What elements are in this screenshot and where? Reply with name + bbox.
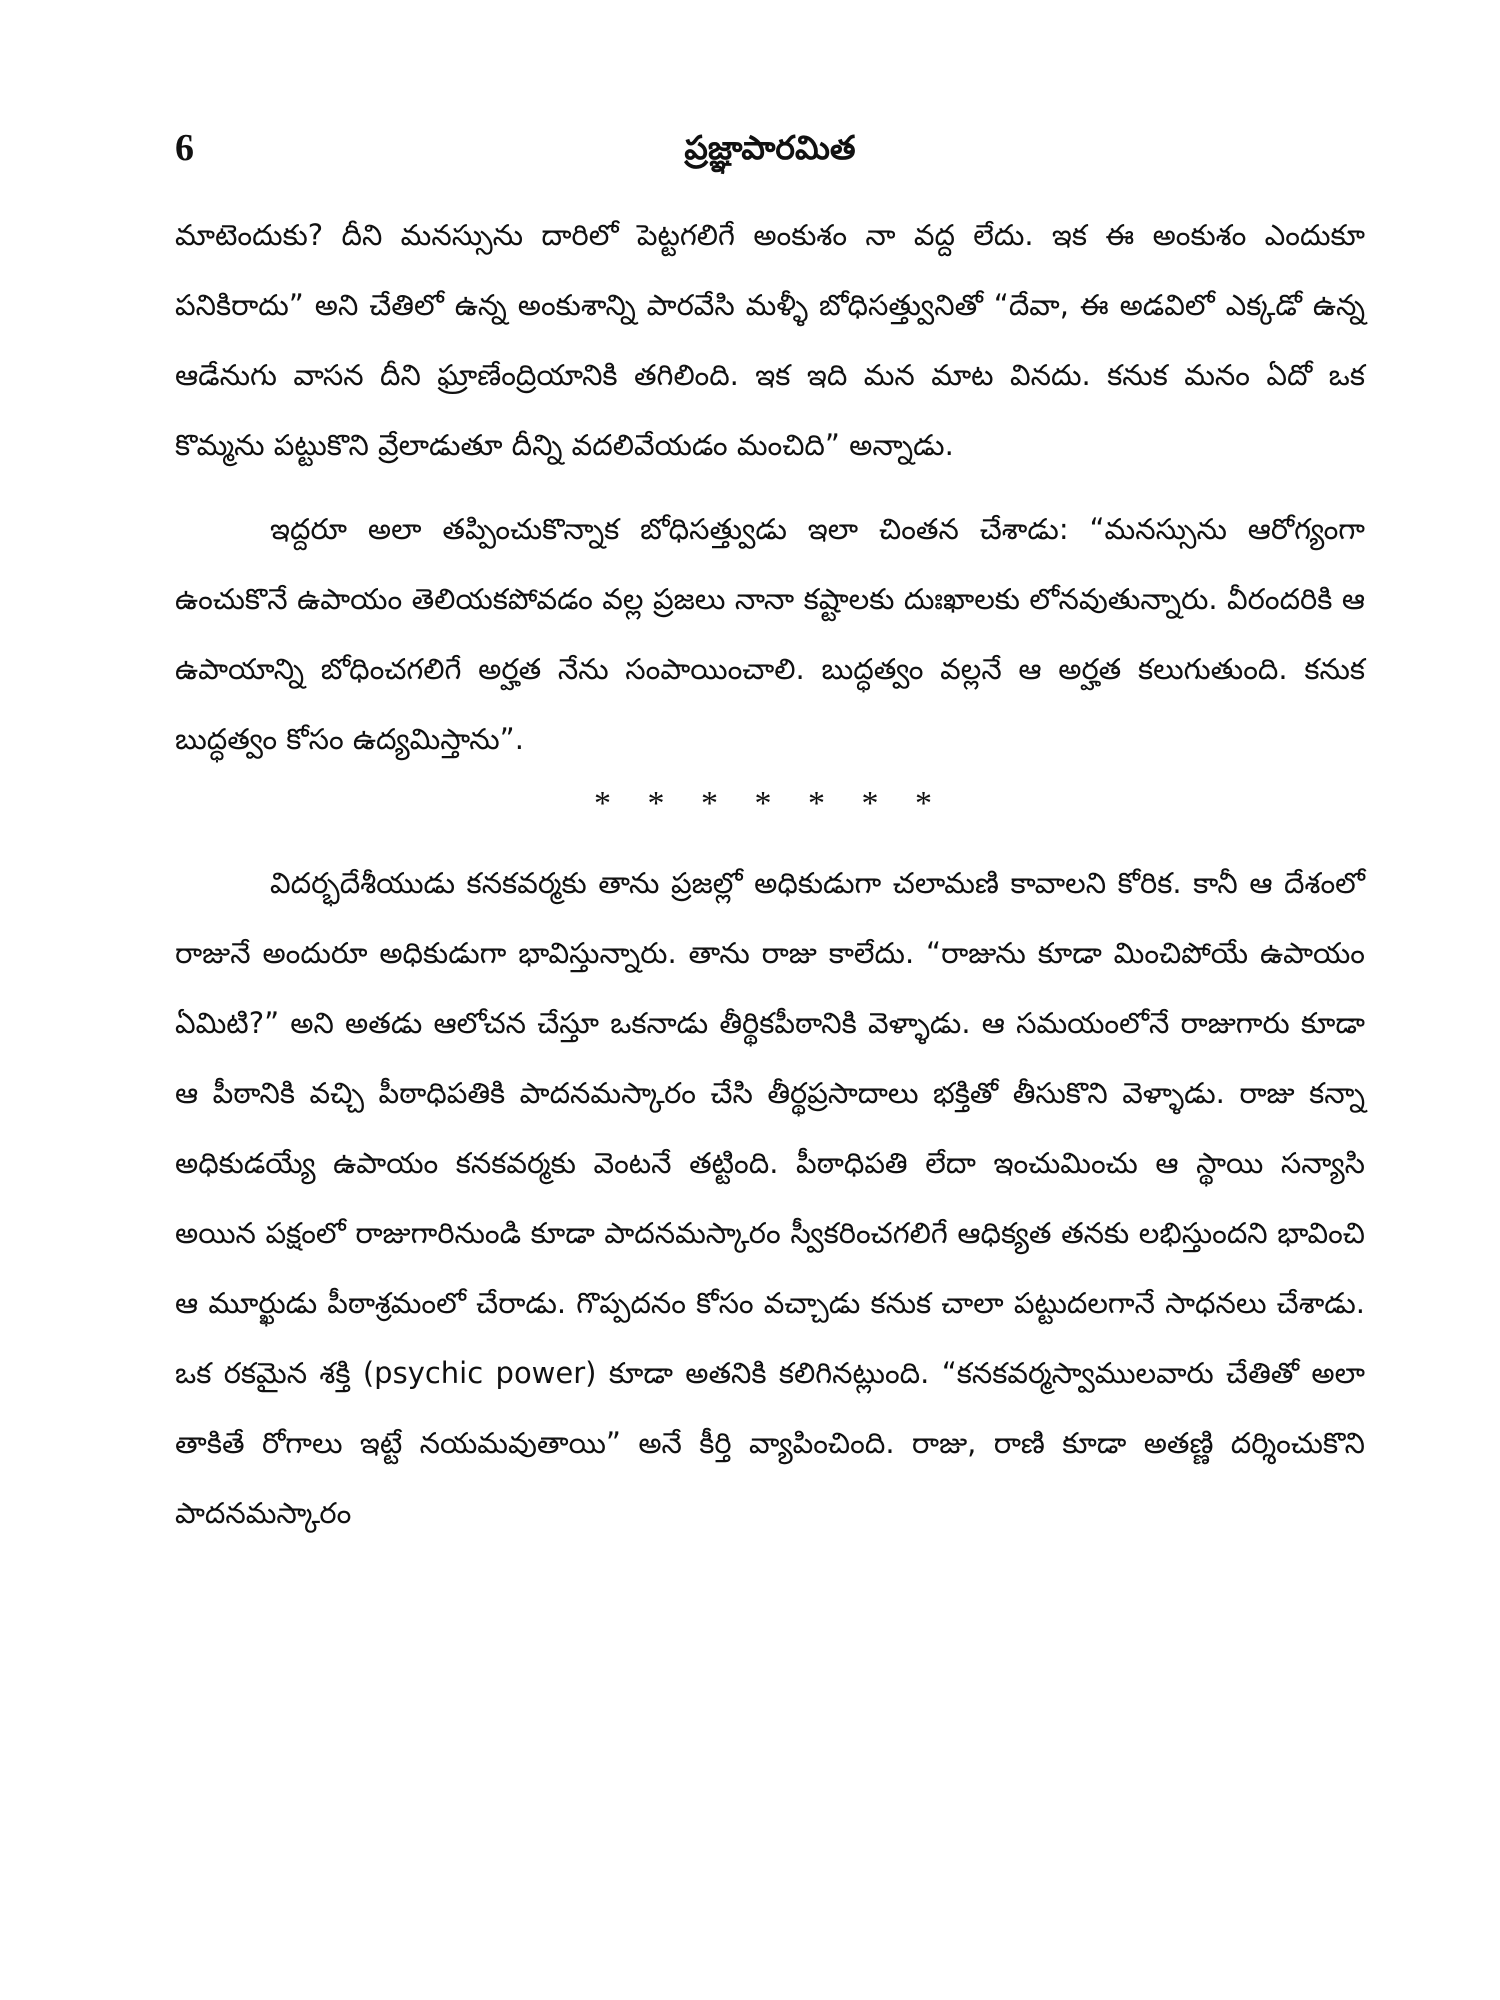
page-number: 6 [175,127,194,169]
body-text [175,200,1365,1548]
running-title: ప్రజ్ఞాపారమిత [684,128,856,167]
paragraph-2: ఇద్దరూ అలా తప్పించుకొన్నాక బోధిసత్త్వుడు ఇలా చింతన చేశాడు: “మనస్సును ఆరోగ్యంగా ఉంచుకొనే ఉపాయం తెలియకపోవడం వల్ల ప్రజలు నానా కష్టాలకు దుఃఖాలకు లోనవుతున్నారు. వీరందరికి ఆ ఉపాయాన్ని బోధించగలిగే అర్హత నేను సంపాయించాలి. బుద్ధత్వం వల్లనే ఆ అర్హత కలుగుతుంది. కనుక బుద్ధత్వం కోసం ఉద్యమిస్తాను”. [175,512,1365,756]
page-header [175,118,1365,178]
section-divider: * * * * * * * [594,785,946,822]
paragraph-3: విదర్భదేశీయుడు కనకవర్మకు తాను ప్రజల్లో అధికుడుగా చలామణి కావాలని కోరిక. కానీ ఆ దేశంలో రాజునే అందురూ అధికుడుగా భావిస్తున్నారు. తాను రాజు కాలేదు. “రాజును కూడా మించిపోయే ఉపాయం ఏమిటి?” అని అతడు ఆలోచన చేస్తూ ఒకనాడు తీర్థికపీఠానికి వెళ్ళాడు. ఆ సమయంలోనే రాజుగారు కూడా ఆ పీఠానికి వచ్చి పీఠాధిపతికి పాదనమస్కారం చేసి తీర్థప్రసాదాలు భక్తితో తీసుకొని వెళ్ళాడు. రాజు కన్నా అధికుడయ్యే ఉపాయం కనకవర్మకు వెంటనే తట్టింది. పీఠాధిపతి లేదా ఇంచుమించు ఆ స్థాయి సన్యాసి అయిన పక్షంలో రాజుగారినుండి కూడా పాదనమస్కారం స్వీకరించగలిగే ఆధిక్యత తనకు లభిస్తుందని భావించి ఆ మూర్ఖుడు పీఠాశ్రమంలో చేరాడు. గొప్పదనం కోసం వచ్చాడు కనుక చాలా పట్టుదలగానే సాధనలు చేశాడు. ఒక రకమైన శక్తి (psychic power) కూడా అతనికి కలిగినట్లుంది. “కనకవర్మస్వాములవారు చేతితో అలా తాకితే రోగాలు ఇట్టే నయమవుతాయి” అనే కీర్తి వ్యాపించింది. రాజు, రాణి కూడా అతణ్ణి దర్శించుకొని పాదనమస్కారం [175,866,1365,1530]
paragraph-1: మాటెందుకు? దీని మనస్సును దారిలో పెట్టగలిగే అంకుశం నా వద్ద లేదు. ఇక ఈ అంకుశం ఎందుకూ పనికిరాదు” అని చేతిలో ఉన్న అంకుశాన్ని పారవేసి మళ్ళీ బోధిసత్త్వునితో “దేవా, ఈ అడవిలో ఎక్కడో ఉన్న ఆడేనుగు వాసన దీని ఘ్రాణేంద్రియానికి తగిలింది. ఇక ఇది మన మాట వినదు. కనుక మనం ఏదో ఒక కొమ్మను పట్టుకొని వ్రేలాడుతూ దీన్ని వదలివేయడం మంచిది” అన్నాడు. [175,218,1365,462]
